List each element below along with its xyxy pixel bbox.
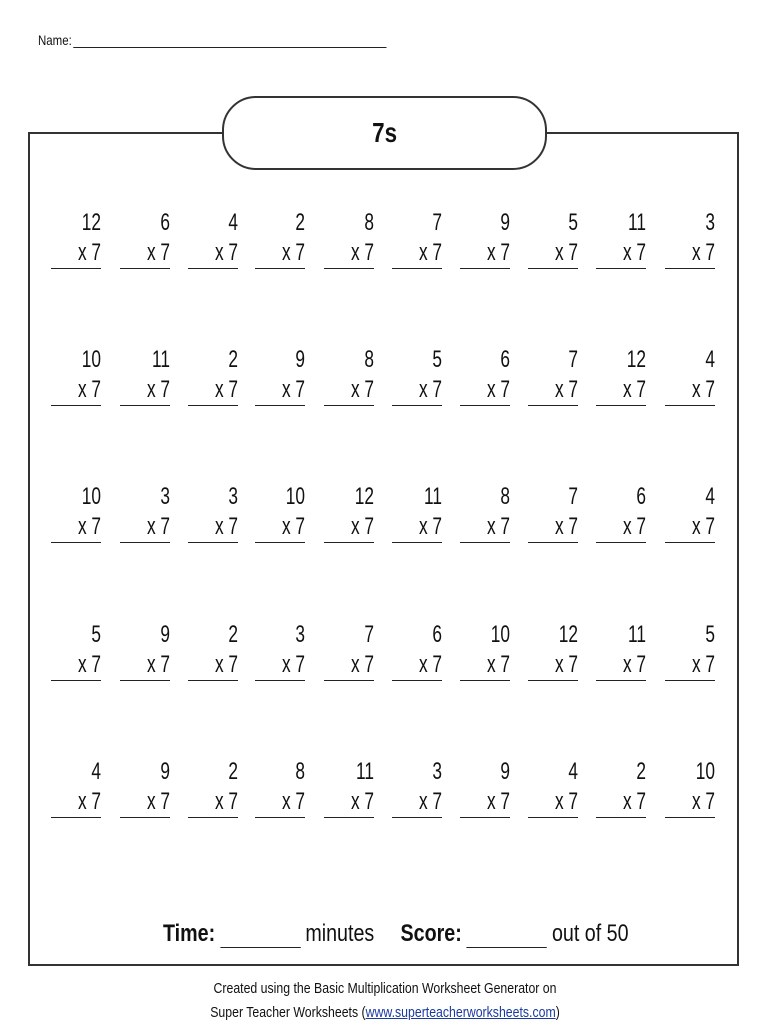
problem: [51, 620, 101, 680]
multiplier: x 7: [622, 513, 646, 540]
multiplier: x 7: [554, 788, 578, 815]
problem: [255, 620, 305, 680]
multiplier: x 7: [214, 788, 238, 815]
time-blank[interactable]: [220, 925, 300, 948]
answer-line: [188, 542, 238, 543]
multiplier: x 7: [214, 513, 238, 540]
multiplicand: 10: [81, 483, 101, 510]
multiplicand: 7: [364, 621, 374, 648]
multiplier: x 7: [554, 513, 578, 540]
problem: [51, 345, 101, 405]
multiplier: x 7: [691, 651, 715, 678]
multiplier: x 7: [486, 651, 510, 678]
answer-line: [255, 817, 305, 818]
answer-line: [528, 817, 578, 818]
answer-line: [596, 542, 646, 543]
multiplier: x 7: [77, 513, 101, 540]
multiplicand: 12: [354, 483, 374, 510]
problem: [596, 208, 646, 268]
multiplier: x 7: [350, 651, 374, 678]
problem: [596, 345, 646, 405]
answer-line: [392, 542, 442, 543]
answer-line: [665, 268, 715, 269]
problem: [528, 482, 578, 542]
credits-line-2: [69, 1001, 700, 1025]
multiplicand: 3: [228, 483, 238, 510]
multiplicand: 7: [568, 483, 578, 510]
multiplier: x 7: [418, 239, 442, 266]
problem: [665, 345, 715, 405]
multiplier: x 7: [281, 513, 305, 540]
problem: [665, 482, 715, 542]
answer-line: [255, 268, 305, 269]
multiplicand: 9: [500, 209, 510, 236]
credits-link[interactable]: www.superteacherworksheets.com: [365, 1004, 556, 1021]
multiplicand: 6: [432, 621, 442, 648]
multiplier: x 7: [691, 239, 715, 266]
multiplicand: 12: [626, 346, 646, 373]
score-label: Score:: [400, 920, 462, 947]
answer-line: [392, 405, 442, 406]
answer-line: [188, 268, 238, 269]
multiplier: x 7: [622, 788, 646, 815]
multiplier: x 7: [622, 376, 646, 403]
problem: [188, 208, 238, 268]
multiplier: x 7: [146, 513, 170, 540]
multiplier: x 7: [146, 376, 170, 403]
multiplier: x 7: [622, 651, 646, 678]
multiplier: x 7: [691, 376, 715, 403]
multiplicand: 12: [81, 209, 101, 236]
multiplier: x 7: [350, 788, 374, 815]
answer-line: [51, 680, 101, 681]
answer-line: [392, 680, 442, 681]
multiplicand: 2: [228, 346, 238, 373]
answer-line: [51, 405, 101, 406]
answer-line: [528, 405, 578, 406]
answer-line: [596, 405, 646, 406]
problem: [528, 208, 578, 268]
multiplicand: 6: [160, 209, 170, 236]
multiplier: x 7: [146, 788, 170, 815]
credits: [0, 977, 770, 1025]
multiplier: x 7: [281, 376, 305, 403]
multiplier: x 7: [350, 513, 374, 540]
multiplicand: 10: [285, 483, 305, 510]
answer-line: [120, 680, 170, 681]
problem: [392, 208, 442, 268]
multiplicand: 3: [295, 621, 305, 648]
multiplicand: 3: [160, 483, 170, 510]
multiplier: x 7: [486, 513, 510, 540]
answer-line: [324, 405, 374, 406]
problem: [51, 208, 101, 268]
problem: [460, 345, 510, 405]
multiplicand: 9: [160, 758, 170, 785]
credits-line-1: Created using the Basic Multiplication Worksheet Generator on: [213, 980, 557, 997]
problem: [188, 482, 238, 542]
problem: [324, 482, 374, 542]
multiplier: x 7: [146, 239, 170, 266]
multiplicand: 9: [500, 758, 510, 785]
problem: [460, 482, 510, 542]
problem: [460, 757, 510, 817]
credits-suffix: ): [555, 1004, 560, 1021]
multiplier: x 7: [486, 239, 510, 266]
answer-line: [596, 268, 646, 269]
multiplier: x 7: [486, 376, 510, 403]
problem: [392, 345, 442, 405]
answer-line: [665, 817, 715, 818]
answer-line: [460, 542, 510, 543]
multiplier: x 7: [418, 788, 442, 815]
problem: [120, 208, 170, 268]
multiplier: x 7: [418, 376, 442, 403]
answer-line: [188, 405, 238, 406]
multiplicand: 5: [432, 346, 442, 373]
answer-line: [324, 542, 374, 543]
multiplicand: 4: [705, 483, 715, 510]
problem: [596, 482, 646, 542]
problem: [120, 620, 170, 680]
answer-line: [392, 817, 442, 818]
multiplier: x 7: [281, 651, 305, 678]
problem: [255, 345, 305, 405]
multiplicand: 4: [705, 346, 715, 373]
problem: [188, 620, 238, 680]
multiplier: x 7: [350, 239, 374, 266]
multiplicand: 2: [228, 758, 238, 785]
problem: [596, 620, 646, 680]
problem: [51, 482, 101, 542]
multiplier: x 7: [691, 788, 715, 815]
answer-line: [460, 680, 510, 681]
problem: [392, 620, 442, 680]
score-row: [163, 920, 629, 948]
multiplier: x 7: [77, 651, 101, 678]
multiplicand: 2: [295, 209, 305, 236]
answer-line: [665, 405, 715, 406]
multiplicand: 8: [295, 758, 305, 785]
multiplicand: 5: [91, 621, 101, 648]
problem: [324, 208, 374, 268]
multiplier: x 7: [214, 376, 238, 403]
problem: [460, 620, 510, 680]
multiplicand: 4: [91, 758, 101, 785]
answer-line: [255, 542, 305, 543]
answer-line: [255, 680, 305, 681]
multiplier: x 7: [554, 651, 578, 678]
multiplicand: 11: [356, 758, 374, 785]
answer-line: [528, 542, 578, 543]
multiplicand: 10: [695, 758, 715, 785]
multiplier: x 7: [554, 376, 578, 403]
problem: [528, 620, 578, 680]
problem: [188, 345, 238, 405]
answer-line: [665, 680, 715, 681]
credits-prefix: Super Teacher Worksheets (: [210, 1004, 366, 1021]
multiplicand: 11: [628, 621, 646, 648]
multiplier: x 7: [622, 239, 646, 266]
multiplicand: 7: [432, 209, 442, 236]
name-blank-line[interactable]: [73, 33, 386, 48]
answer-line: [120, 268, 170, 269]
problem: [255, 482, 305, 542]
multiplicand: 4: [568, 758, 578, 785]
multiplicand: 8: [364, 346, 374, 373]
multiplicand: 3: [432, 758, 442, 785]
answer-line: [120, 817, 170, 818]
multiplicand: 4: [228, 209, 238, 236]
answer-line: [188, 680, 238, 681]
answer-line: [120, 405, 170, 406]
problem: [255, 757, 305, 817]
multiplicand: 8: [500, 483, 510, 510]
multiplier: x 7: [418, 651, 442, 678]
problem: [324, 757, 374, 817]
problem: [51, 757, 101, 817]
multiplicand: 10: [81, 346, 101, 373]
multiplicand: 5: [568, 209, 578, 236]
problem: [120, 757, 170, 817]
problem: [528, 757, 578, 817]
problem: [665, 757, 715, 817]
answer-line: [460, 817, 510, 818]
name-field-row: [38, 32, 387, 48]
multiplier: x 7: [77, 788, 101, 815]
multiplier: x 7: [281, 239, 305, 266]
multiplier: x 7: [281, 788, 305, 815]
problem: [528, 345, 578, 405]
multiplicand: 11: [152, 346, 170, 373]
multiplicand: 5: [705, 621, 715, 648]
multiplicand: 9: [295, 346, 305, 373]
multiplier: x 7: [214, 239, 238, 266]
multiplier: x 7: [486, 788, 510, 815]
problem: [665, 208, 715, 268]
problem: [392, 757, 442, 817]
multiplicand: 11: [424, 483, 442, 510]
answer-line: [324, 817, 374, 818]
multiplicand: 9: [160, 621, 170, 648]
problem: [120, 482, 170, 542]
problem: [120, 345, 170, 405]
multiplicand: 3: [705, 209, 715, 236]
multiplier: x 7: [214, 651, 238, 678]
answer-line: [255, 405, 305, 406]
answer-line: [188, 817, 238, 818]
answer-line: [460, 268, 510, 269]
multiplicand: 11: [628, 209, 646, 236]
multiplicand: 7: [568, 346, 578, 373]
answer-line: [120, 542, 170, 543]
title-banner: [222, 96, 547, 170]
problem: [596, 757, 646, 817]
multiplier: x 7: [418, 513, 442, 540]
multiplier: x 7: [350, 376, 374, 403]
multiplicand: 2: [636, 758, 646, 785]
problem: [665, 620, 715, 680]
multiplicand: 12: [558, 621, 578, 648]
answer-line: [665, 542, 715, 543]
worksheet-title: 7s: [372, 117, 397, 148]
problem: [460, 208, 510, 268]
answer-line: [324, 268, 374, 269]
out-of-label: out of 50: [551, 920, 629, 947]
problem: [255, 208, 305, 268]
answer-line: [51, 542, 101, 543]
multiplier: x 7: [554, 239, 578, 266]
multiplicand: 10: [490, 621, 510, 648]
multiplier: x 7: [77, 239, 101, 266]
multiplicand: 8: [364, 209, 374, 236]
answer-line: [392, 268, 442, 269]
score-blank[interactable]: [467, 925, 547, 948]
answer-line: [528, 680, 578, 681]
answer-line: [596, 680, 646, 681]
multiplier: x 7: [691, 513, 715, 540]
answer-line: [460, 405, 510, 406]
problem: [324, 620, 374, 680]
multiplier: x 7: [146, 651, 170, 678]
name-label: Name:: [38, 32, 72, 48]
answer-line: [596, 817, 646, 818]
answer-line: [528, 268, 578, 269]
multiplicand: 2: [228, 621, 238, 648]
time-label: Time:: [163, 920, 216, 947]
multiplier: x 7: [77, 376, 101, 403]
answer-line: [51, 817, 101, 818]
multiplicand: 6: [500, 346, 510, 373]
problem: [188, 757, 238, 817]
problem: [392, 482, 442, 542]
problem: [324, 345, 374, 405]
answer-line: [51, 268, 101, 269]
answer-line: [324, 680, 374, 681]
multiplicand: 6: [636, 483, 646, 510]
minutes-label: minutes: [305, 920, 375, 947]
